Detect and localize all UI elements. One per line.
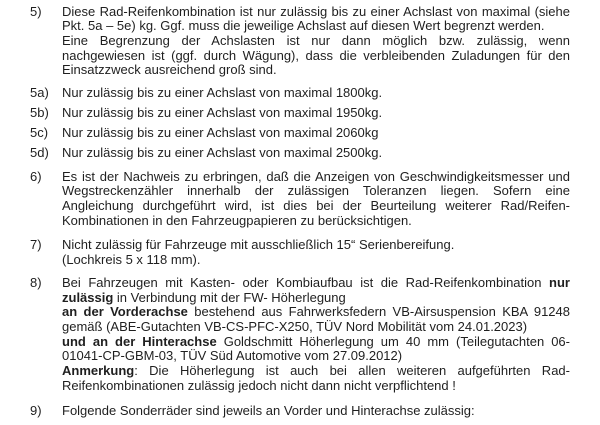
item-paragraph [62,146,570,161]
bold-text-run: und an der Hinterachse [62,333,217,349]
list-item [30,5,600,79]
item-text [62,106,570,121]
text-run: Nur zulässig bis zu einer Achslast von maximal 1800kg. [62,84,383,100]
item-paragraph [62,305,570,334]
item-text [62,126,570,141]
text-run: Nur zulässig bis zu einer Achslast von maximal 2060kg [62,124,379,140]
item-text [62,404,570,419]
text-run: Es ist der Nachweis zu erbringen, daß die Anzeigen von Geschwindigkeitsmesser und Wegstreckenzähler innerhalb der zulässigen Toleranzen liegen. Sofern eine Angleichung durchgeführt wird, ist dies bei der Beurteilung weiterer Rad/Reifen-Kombinationen in den Fahrzeugpapieren zu berücksichtigen. [62,168,570,228]
text-run: Folgende Sonderräder sind jeweils an Vorder und Hinterachse zulässig: [62,403,475,419]
item-number: 5a) [30,84,49,100]
bold-text-run: nur zulässig [62,274,570,305]
text-run: bestehend aus Fahrwerksfedern VB-Airsuspension KBA 91248 gemäß (ABE-Gutachten VB-CS-PFC-X250, TÜV Nord Mobilität vom 24.01.2023) [62,304,570,335]
item-text [62,5,570,79]
text-run: Nur zulässig bis zu einer Achslast von maximal 2500kg. [62,144,383,160]
text-run: : Die Höherlegung ist auch bei allen weiteren aufgeführten Rad-Reifenkombinationen zulässig jedoch nicht dann nicht verpflichtend ! [62,363,570,393]
text-run: (Lochkreis 5 x 118 mm). [62,251,201,267]
item-number: 6) [30,168,42,184]
item-number: 8) [30,274,42,290]
list-item [30,86,600,101]
item-text [62,170,570,229]
text-run: Nicht zulässig für Fahrzeuge mit ausschließlich 15“ Serienbereifung. [62,237,455,253]
item-number: 5b) [30,104,49,120]
list-item [30,146,600,161]
item-paragraph [62,404,570,419]
item-paragraph [62,5,570,34]
item-paragraph [62,364,570,393]
list-item [30,404,600,419]
item-paragraph [62,86,570,101]
text-run: in Verbindung mit der FW- Höherlegung [113,289,346,305]
item-paragraph [62,335,570,364]
item-text [62,146,570,161]
item-number: 5d) [30,144,49,160]
text-run: Goldschmitt Höherlegung um 40 mm (Teilegutachten 06-01041-CP-GBM-03, TÜV Süd Automotive vom 27.09.2012) [62,333,570,364]
bold-text-run: an der Vorderachse [62,304,188,320]
item-text [62,86,570,101]
item-paragraph [62,126,570,141]
item-paragraph [62,276,570,305]
list-item [30,276,600,394]
item-paragraph [62,253,570,268]
list-item [30,238,600,267]
item-paragraph [62,34,570,78]
item-paragraph [62,238,570,253]
text-run: Diese Rad-Reifenkombination ist nur zulässig bis zu einer Achslast von maximal (siehe Pkt. 5a – 5e) kg. Ggf. muss die jeweilige Achslast auf diesen Wert begrenzt werden. [62,3,570,34]
list-item [30,126,600,141]
item-number: 9) [30,403,42,419]
bold-text-run: Anmerkung [62,363,135,379]
item-paragraph [62,170,570,229]
item-number: 5) [30,3,42,19]
list-item [30,106,600,121]
item-text [62,276,570,394]
item-number: 7) [30,237,42,253]
text-run: Nur zulässig bis zu einer Achslast von maximal 1950kg. [62,104,383,120]
text-run: Bei Fahrzeugen mit Kasten- oder Kombiaufbau ist die Rad-Reifenkombination [62,274,550,290]
item-number: 5c) [30,124,49,140]
list-item [30,170,600,229]
document-list [30,5,600,419]
item-text [62,238,570,267]
text-run: Eine Begrenzung der Achslasten ist nur dann möglich bzw. zulässig, wenn nachgewiesen ist (ggf. durch Wägung), dass die verbleibenden Zuladungen für den Einsatzzweck ausreichend groß sind. [62,32,570,78]
item-paragraph [62,106,570,121]
